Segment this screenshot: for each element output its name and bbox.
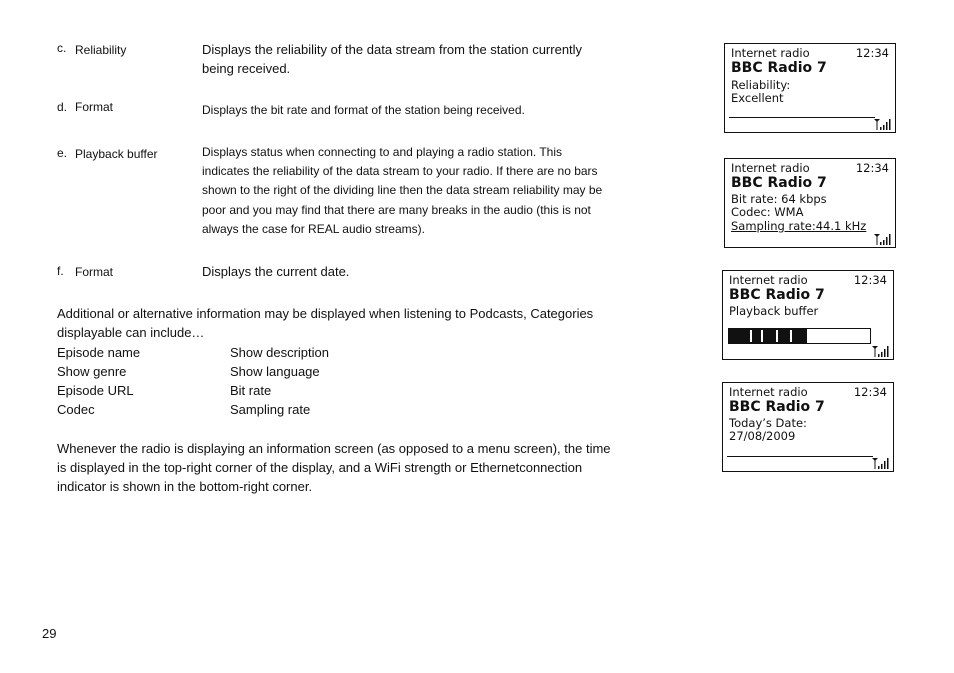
info-list-item: Episode URL [57,383,134,398]
display-mode: Internet radio [729,385,808,399]
info-list-item: Sampling rate [230,402,311,417]
playback-buffer-bar [728,328,871,344]
item-label: Format [75,100,114,114]
item-description: Displays status when connecting to and playing a radio station. This indicates the reliability of the data stream to your radio. If there are no bars shown to the right of the dividing line then the data stream reliability may be poor and you may find that there are many breaks in the audio (this is not always the case for REAL audio streams). [202,145,603,236]
wifi-signal-icon [874,233,892,245]
buffer-segment-gap [776,330,778,342]
item-description: Displays the current date. [202,264,350,279]
display-mode: Internet radio [729,273,808,287]
page-number: 29 [42,626,57,641]
display-divider [729,117,875,118]
item-letter: d. [57,100,68,114]
display-station: BBC Radio 7 [731,175,827,191]
display-line: Playback buffer [729,304,819,318]
info-list-item: Show genre [57,364,127,379]
display-line: Sampling rate:44.1 kHz [731,219,867,233]
display-mode: Internet radio [731,46,810,60]
radio-display-reliability [724,43,896,133]
item-letter: e. [57,146,68,160]
info-list-item: Codec [57,402,95,417]
wifi-signal-icon [874,118,892,130]
info-list-item: Bit rate [230,383,272,398]
display-header [731,161,889,175]
radio-display-date [722,382,894,472]
display-line: Bit rate: 64 kbps [731,192,827,206]
buffer-segment-gap [761,330,763,342]
display-line: 27/08/2009 [729,429,796,443]
buffer-segment-gap [790,330,792,342]
display-clock: 12:34 [855,161,889,175]
display-header [729,385,887,399]
display-mode: Internet radio [731,161,810,175]
item-label: Format [75,265,114,279]
item-label: Reliability [75,43,127,57]
info-list-item: Show description [230,345,329,360]
radio-display-playback-buffer [722,270,894,360]
item-description: Displays the bit rate and format of the station being received. [202,103,525,117]
display-divider [727,456,873,457]
info-list-item: Show language [230,364,320,379]
additional-intro: Additional or alternative information may be displayed when listening to Podcasts, Categories displayable can include… [57,306,594,341]
item-description: Displays the reliability of the data stream from the station currently being received. [202,42,583,77]
display-line: Excellent [731,91,784,105]
display-line: Codec: WMA [731,205,804,219]
display-line: Today’s Date: [729,416,807,430]
radio-display-format [724,158,896,248]
wifi-signal-icon [872,345,890,357]
display-clock: 12:34 [855,46,889,60]
display-station: BBC Radio 7 [729,287,825,303]
info-list-item: Episode name [57,345,141,360]
item-letter: c. [57,41,67,55]
display-station: BBC Radio 7 [731,60,827,76]
buffer-segment-gap [750,330,752,342]
playback-buffer-fill [729,329,807,343]
display-clock: 12:34 [853,273,887,287]
closing-paragraph: Whenever the radio is displaying an information screen (as opposed to a menu screen), the time is displayed in the top-right corner of the display, and a WiFi strength or Ethernetconnection indicator is shown in the bottom-right corner. [57,441,611,495]
item-label: Playback buffer [75,147,158,161]
display-clock: 12:34 [853,385,887,399]
display-line: Reliability: [731,78,791,92]
display-header [731,46,889,60]
wifi-signal-icon [872,457,890,469]
display-station: BBC Radio 7 [729,399,825,415]
display-header [729,273,887,287]
item-letter: f. [57,264,64,278]
